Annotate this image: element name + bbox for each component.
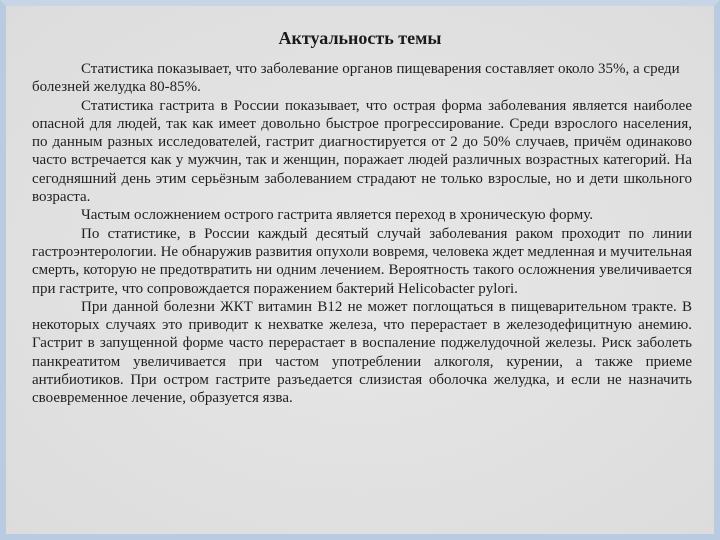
paragraph-1: Статистика показывает, что заболевание органов пищеварения составляет около 35%, а среди болезней желудка 80-85%. <box>32 61 680 96</box>
paragraph-3: Частым осложнением острого гастрита является переход в хроническую форму. <box>81 207 594 224</box>
paragraph-4: По статистике, в России каждый десятый случай заболевания раком проходит по линии гастроэнтерологии. Не обнаружив развития опухоли вовремя, человека ждет медленная и мучительная смерть, которую не предотвратить ни одним лечением. Вероятность такого осложнения увеличивается при гастрите, что сопровождается поражением бактерий Helicobacter pylori. <box>32 225 692 297</box>
slide-body <box>32 60 692 408</box>
slide-title: Актуальность темы <box>278 28 442 48</box>
paragraph-5: При данной болезни ЖКТ витамин В12 не может поглощаться в пищеварительном тракте. В некоторых случаях это приводит к нехватке железа, что перерастает в железодефицитную анемию. Гастрит в запущенной форме часто перерастает в воспаление поджелудочной железы. Риск заболеть панкреатитом увеличивается при частом употреблении алкоголя, курении, а также приеме антибиотиков. При остром гастрите разъедается слизистая оболочка желудка, и если не назначить своевременное лечение, образуется язва. <box>32 298 692 407</box>
paragraph-2: Статистика гастрита в России показывает, что острая форма заболевания является наиболее опасной для людей, так как имеет довольно быстрое прогрессирование. Среди взрослого населения, по данным разных исследователей, гастрит диагностируется от 2 до 50% случаев, причём одинаково часто встречается как у мужчин, так и женщин, поражает людей различных возрастных категорий. На сегодняшний день этим серьёзным заболеванием страдают не только взрослые, но и дети школьного возраста. <box>32 97 692 206</box>
